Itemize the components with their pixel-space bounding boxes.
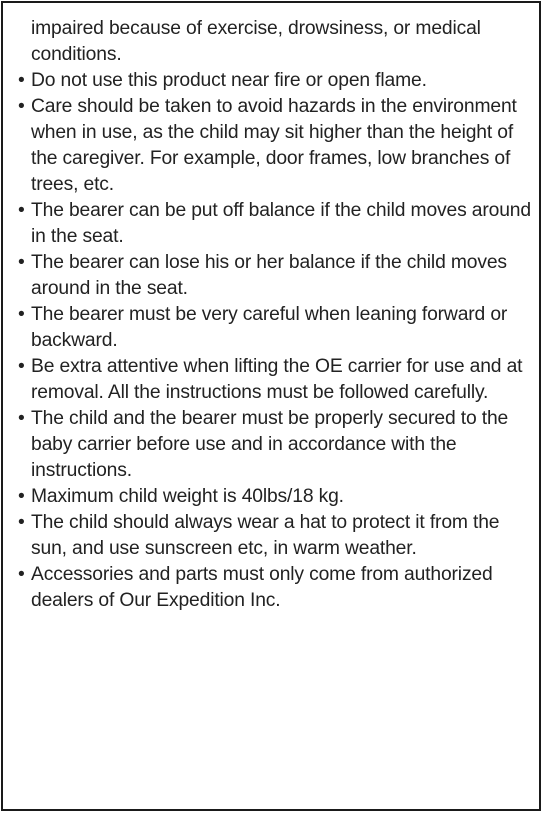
list-item (3, 562, 541, 614)
bullet-glyph: • (18, 564, 25, 585)
list-item-text: Do not use this product near fire or open flame. (31, 70, 427, 91)
list-item-text: Be extra attentive when lifting the OE carrier for use and at removal. All the instructions must be followed carefully. (31, 356, 523, 403)
list-item (3, 510, 541, 562)
list-item-text: The bearer must be very careful when leaning forward or backward. (31, 304, 508, 351)
bullet-glyph: • (18, 304, 25, 325)
list-item-text: The child and the bearer must be properly secured to the baby carrier before use and in accordance with the instructions. (31, 408, 509, 481)
list-item-text: The bearer can lose his or her balance if the child moves around in the seat. (31, 252, 507, 299)
list-item (3, 484, 541, 510)
bullet-glyph: • (18, 200, 25, 221)
list-item-text: Maximum child weight is 40lbs/18 kg. (31, 486, 344, 507)
list-item-text: The child should always wear a hat to protect it from the sun, and use sunscreen etc, in warm weather. (31, 512, 500, 559)
list-item (3, 250, 541, 302)
document-frame (1, 1, 541, 811)
list-item-text: The bearer can be put off balance if the child moves around in the seat. (31, 200, 531, 247)
bullet-glyph: • (18, 408, 25, 429)
bullet-glyph: • (18, 512, 25, 533)
list-item (3, 302, 541, 354)
list-item-text: Care should be taken to avoid hazards in the environment when in use, as the child may sit higher than the height of the caregiver. For example, door frames, low branches of trees, etc. (31, 96, 517, 195)
warnings-text (3, 16, 541, 614)
list-item (3, 354, 541, 406)
bullet-glyph: • (18, 486, 25, 507)
list-item-text: Accessories and parts must only come from authorized dealers of Our Expedition Inc. (31, 564, 493, 611)
list-item (3, 198, 541, 250)
list-item (3, 94, 541, 198)
bullet-glyph: • (18, 252, 25, 273)
list-item (3, 68, 541, 94)
bullet-glyph: • (18, 356, 25, 377)
list-item (3, 406, 541, 484)
bullet-glyph: • (18, 70, 25, 91)
warning-list (3, 68, 541, 614)
lead-paragraph: impaired because of exercise, drowsiness, or medical conditions. (31, 18, 481, 65)
bullet-glyph: • (18, 96, 25, 117)
